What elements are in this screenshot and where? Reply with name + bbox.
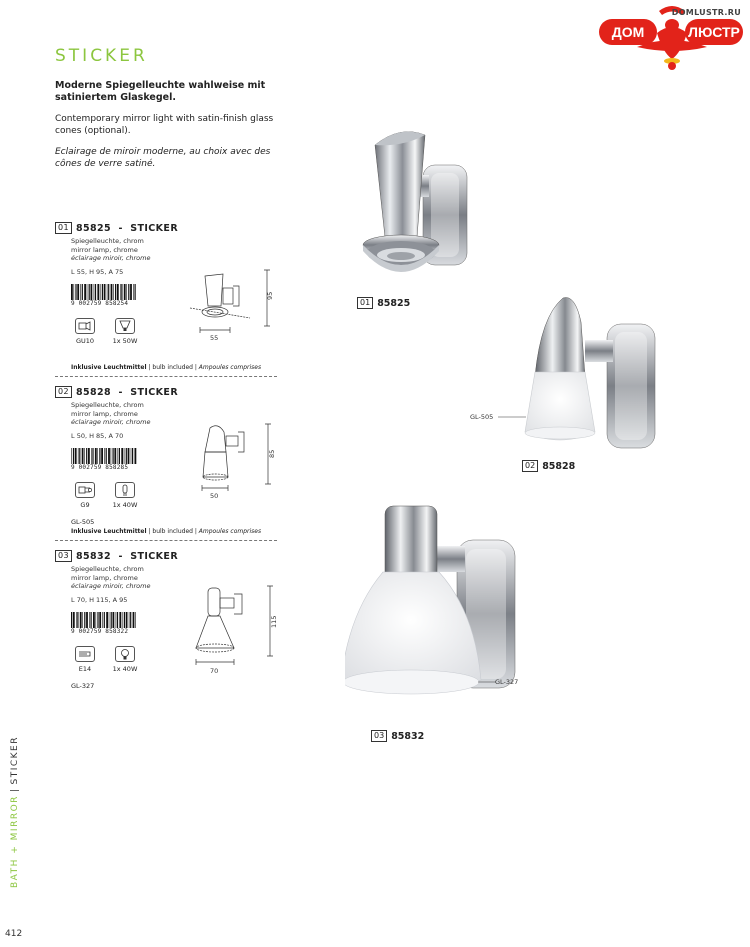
- product-dash: -: [118, 550, 123, 562]
- photo-code: 85828: [542, 460, 576, 472]
- barcode-bar: [106, 612, 108, 628]
- height-dimension: 95: [266, 291, 274, 300]
- barcode-bar: [94, 284, 95, 300]
- incl-de: Inklusive Leuchtmittel: [71, 364, 147, 371]
- barcode-bar: [78, 448, 79, 464]
- barcode-bar: [124, 612, 125, 628]
- barcode-bar: [118, 448, 119, 464]
- barcode-bar: [121, 448, 123, 464]
- product-dimensions: L 70, H 115, A 95: [71, 595, 128, 604]
- intro-text: [55, 80, 275, 179]
- barcode-bar: [97, 284, 99, 300]
- barcode-bar: [95, 448, 97, 464]
- bulb-spec: [111, 482, 139, 509]
- product-header: [55, 386, 277, 398]
- barcode-bar: [133, 612, 135, 628]
- barcode-bar: [91, 284, 93, 300]
- barcode-bar: [128, 284, 129, 300]
- barcode-bar: [76, 612, 77, 628]
- barcode-bar: [96, 612, 97, 628]
- barcode-bar: [91, 448, 92, 464]
- product-number: 01: [55, 222, 72, 234]
- barcode-number: 9 002759 858254: [71, 300, 129, 307]
- incl-en: bulb included: [152, 528, 193, 535]
- glass-tag-leader: [498, 415, 526, 419]
- intro-en: Contemporary mirror light with satin-finish glass cones (optional).: [55, 114, 274, 136]
- socket-label: E14: [78, 665, 92, 673]
- bulb-label: 1x 40W: [112, 501, 138, 509]
- divider: [55, 540, 277, 541]
- bulb-spec: [111, 318, 139, 345]
- barcode-bar: [92, 448, 93, 464]
- barcode-bar: [126, 284, 127, 300]
- socket-label: GU10: [75, 337, 95, 345]
- spec-icons: [71, 646, 139, 673]
- barcode-bar: [132, 448, 133, 464]
- barcode-bar: [89, 612, 90, 628]
- product-code: 85828: [75, 386, 112, 398]
- height-dimension: 85: [268, 449, 276, 458]
- glass-tag-02: GL-505: [470, 413, 494, 421]
- incl-en: bulb included: [152, 364, 193, 371]
- width-dimension: 50: [210, 492, 219, 500]
- product-dimensions: L 50, H 85, A 70: [71, 431, 124, 440]
- photo-code: 85832: [391, 730, 425, 742]
- candle-bulb-icon: [115, 646, 135, 662]
- product-name: STICKER: [130, 550, 179, 562]
- barcode-bar: [82, 612, 83, 628]
- barcode-bar: [113, 284, 114, 300]
- barcode-bar: [102, 284, 103, 300]
- e14-socket-icon: [75, 646, 95, 662]
- capsule-bulb-icon: [115, 482, 135, 498]
- barcode-bar: [109, 612, 110, 628]
- barcode-bar: [104, 612, 105, 628]
- barcode-bars: [71, 448, 137, 464]
- barcode-bar: [100, 284, 101, 300]
- intro-fr: Eclairage de miroir moderne, au choix avec des cônes de verre satiné.: [55, 147, 271, 169]
- reflector-bulb-icon: [115, 318, 135, 334]
- barcode-bar: [124, 448, 125, 464]
- bulb-spec: [111, 646, 139, 673]
- technical-drawing-02: [190, 422, 285, 502]
- product-description: [55, 237, 277, 263]
- product-header: [55, 550, 277, 562]
- width-dimension: 70: [210, 667, 219, 675]
- bulb-label: 1x 50W: [112, 337, 138, 345]
- barcode-bar: [113, 448, 114, 464]
- bulb-label: 1x 40W: [112, 665, 138, 673]
- barcode-bar: [86, 448, 87, 464]
- barcode-bar: [97, 612, 98, 628]
- section-side-label: [10, 736, 20, 888]
- side-category: BATH + MIRROR: [10, 795, 20, 888]
- intro-de: Moderne Spiegelleuchte wahlweise mit satiniertem Glaskegel.: [55, 80, 266, 103]
- technical-drawing-01: [175, 268, 285, 348]
- barcode-number: 9 002759 858285: [71, 464, 129, 471]
- socket-label: G9: [80, 501, 90, 509]
- barcode-bar: [89, 284, 90, 300]
- desc-fr: éclairage miroir, chrome: [71, 418, 151, 426]
- barcode-bar: [130, 284, 132, 300]
- barcode-bar: [126, 612, 128, 628]
- barcode-bar: [133, 284, 134, 300]
- barcode: [71, 612, 137, 634]
- barcode-bar: [129, 612, 130, 628]
- barcode-bar: [135, 284, 136, 300]
- barcode-bar: [135, 448, 137, 464]
- barcode-bar: [71, 448, 72, 464]
- page-title: STICKER: [55, 46, 148, 66]
- barcode-bar: [71, 284, 73, 300]
- barcode-bar: [77, 284, 79, 300]
- barcode-bar: [111, 448, 112, 464]
- glass-tag-leader: [478, 680, 496, 684]
- barcode-bar: [119, 448, 120, 464]
- barcode-bar: [82, 448, 84, 464]
- barcode-bar: [128, 448, 130, 464]
- bulb-included-note: Inklusive Leuchtmittel | bulb included | Ampoules comprises: [71, 528, 262, 535]
- barcode-bar: [131, 448, 132, 464]
- desc-fr: éclairage miroir, chrome: [71, 254, 151, 262]
- photo-code: 85825: [377, 297, 411, 309]
- barcode-bar: [84, 448, 85, 464]
- side-product: STICKER: [10, 736, 20, 785]
- photo-number: 02: [522, 460, 538, 472]
- width-dimension: 55: [210, 334, 219, 342]
- product-name: STICKER: [130, 386, 179, 398]
- photo-label-03: [371, 730, 424, 742]
- barcode-bar: [93, 612, 95, 628]
- barcode-bar: [88, 448, 90, 464]
- socket-spec: [71, 318, 99, 345]
- product-photo-02: [505, 292, 665, 452]
- incl-fr: Ampoules comprises: [198, 364, 262, 371]
- barcode-bar: [99, 612, 101, 628]
- barcode-bar: [71, 612, 72, 628]
- desc-de: Spiegelleuchte, chrom: [71, 565, 144, 573]
- gu10-socket-icon: [75, 318, 95, 334]
- logo-left-text: ДОМ: [611, 24, 645, 40]
- barcode-bar: [101, 448, 103, 464]
- product-code: 85832: [75, 550, 112, 562]
- barcode-bar: [99, 448, 100, 464]
- barcode-bar: [122, 612, 123, 628]
- barcode-bar: [111, 284, 113, 300]
- spec-icons: [71, 482, 139, 509]
- product-dash: -: [118, 386, 123, 398]
- barcode-bar: [102, 612, 103, 628]
- barcode-bar: [108, 284, 109, 300]
- barcode-bar: [117, 284, 119, 300]
- desc-fr: éclairage miroir, chrome: [71, 582, 151, 590]
- barcode-bar: [77, 612, 78, 628]
- photo-number: 01: [357, 297, 373, 309]
- barcode-bar: [75, 448, 77, 464]
- barcode-bar: [120, 284, 121, 300]
- photo-label-01: [357, 297, 410, 309]
- barcode-bar: [117, 612, 118, 628]
- product-header: [55, 222, 277, 234]
- incl-fr: Ampoules comprises: [198, 528, 262, 535]
- barcode-bar: [82, 284, 83, 300]
- barcode-bar: [135, 612, 136, 628]
- barcode-bar: [80, 612, 82, 628]
- barcode-bar: [130, 612, 131, 628]
- barcode-bar: [84, 612, 85, 628]
- brand-logo: [597, 3, 747, 73]
- divider: [55, 376, 277, 377]
- socket-spec: [71, 482, 99, 509]
- product-name: STICKER: [130, 222, 179, 234]
- photo-number: 03: [371, 730, 387, 742]
- barcode: [71, 448, 137, 470]
- barcode-bar: [119, 612, 121, 628]
- product-number: 03: [55, 550, 72, 562]
- barcode-bar: [124, 284, 126, 300]
- barcode-bars: [71, 284, 137, 300]
- barcode-bar: [115, 284, 116, 300]
- barcode-bar: [116, 612, 117, 628]
- product-photo-01: [345, 125, 495, 295]
- spec-icons: [71, 318, 139, 345]
- desc-de: Spiegelleuchte, chrom: [71, 401, 144, 409]
- barcode-bar: [87, 284, 88, 300]
- barcode-bar: [106, 448, 107, 464]
- barcode-bar: [80, 284, 81, 300]
- barcode-bar: [111, 612, 112, 628]
- barcode-bar: [73, 448, 74, 464]
- height-dimension: 115: [270, 615, 278, 628]
- brand-url[interactable]: DOMLUSTR.RU: [671, 8, 741, 17]
- barcode-bar: [108, 448, 110, 464]
- barcode-bar: [113, 612, 115, 628]
- barcode-number: 9 002759 858322: [71, 628, 129, 635]
- technical-drawing-03: [190, 584, 285, 679]
- page-number: 412: [5, 929, 23, 939]
- barcode-bar: [74, 284, 75, 300]
- glass-code: GL-505: [71, 518, 95, 526]
- barcode-bar: [114, 448, 116, 464]
- bulb-included-note: Inklusive Leuchtmittel | bulb included | Ampoules comprises: [71, 364, 262, 371]
- barcode-bar: [86, 612, 88, 628]
- barcode-bar: [75, 284, 76, 300]
- incl-de: Inklusive Leuchtmittel: [71, 528, 147, 535]
- barcode-bar: [104, 284, 106, 300]
- barcode-bar: [104, 448, 105, 464]
- barcode-bar: [121, 284, 122, 300]
- desc-en: mirror lamp, chrome: [71, 245, 138, 254]
- barcode-bars: [71, 612, 137, 628]
- product-dash: -: [118, 222, 123, 234]
- barcode-bar: [79, 448, 80, 464]
- barcode: [71, 284, 137, 306]
- product-number: 02: [55, 386, 72, 398]
- socket-spec: [71, 646, 99, 673]
- desc-en: mirror lamp, chrome: [71, 409, 138, 418]
- barcode-bar: [126, 448, 127, 464]
- desc-en: mirror lamp, chrome: [71, 573, 138, 582]
- barcode-bar: [107, 284, 108, 300]
- barcode-bar: [73, 612, 75, 628]
- desc-de: Spiegelleuchte, chrom: [71, 237, 144, 245]
- barcode-bar: [97, 448, 98, 464]
- side-separator: |: [10, 787, 20, 793]
- glass-code: GL-327: [71, 682, 95, 690]
- logo-right-text: ЛЮСТР: [688, 24, 740, 40]
- barcode-bar: [95, 284, 96, 300]
- barcode-bar: [91, 612, 92, 628]
- glass-tag-03: GL-327: [495, 678, 519, 686]
- barcode-bar: [84, 284, 86, 300]
- product-code: 85825: [75, 222, 112, 234]
- g9-socket-icon: [75, 482, 95, 498]
- product-dimensions: L 55, H 95, A 75: [71, 267, 124, 276]
- photo-label-02: [522, 460, 575, 472]
